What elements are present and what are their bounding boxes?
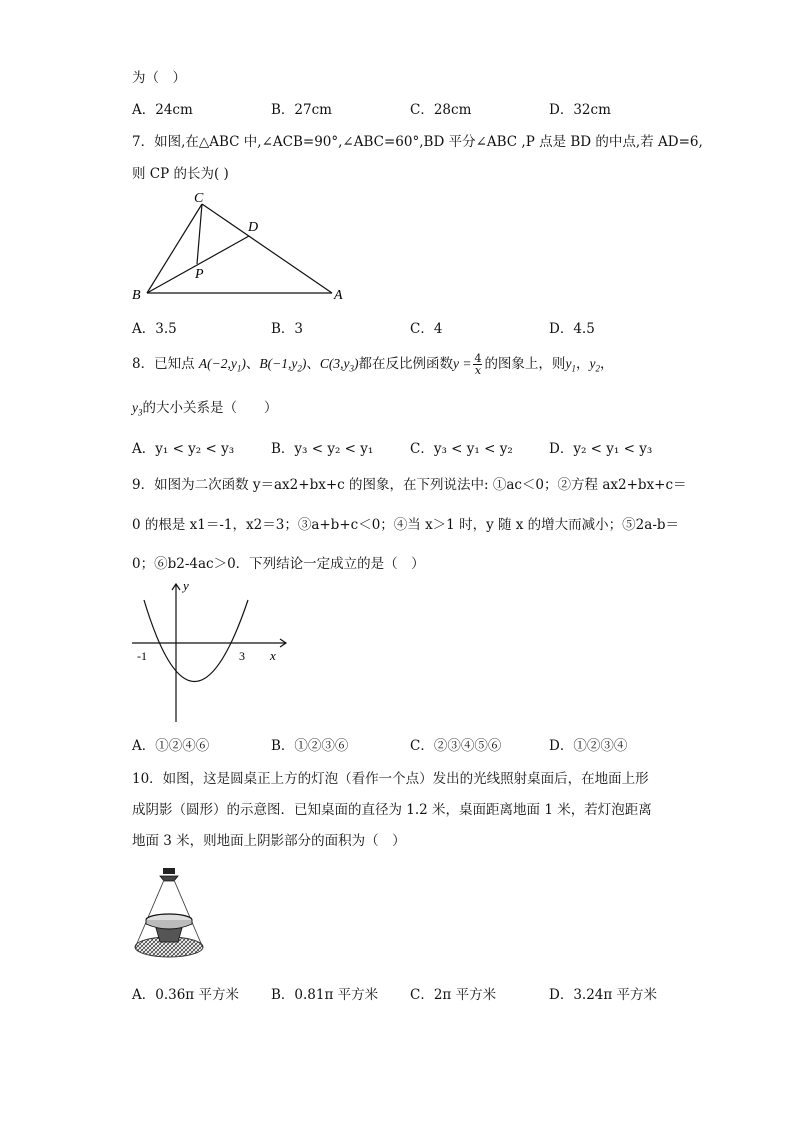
q8-fraction: $\frac{4}{x}$: [474, 352, 482, 377]
q10-stem-line1: 10．如图，这是圆桌正上方的灯泡（看作一个点）发出的光线照射桌面后，在地面上形: [132, 771, 649, 787]
q8-point-c: $C(3,y_3)$: [319, 356, 359, 374]
q9-option-d: D．①②③④: [549, 738, 628, 754]
q9-option-a: A．①②④⑥: [132, 738, 210, 754]
q7-stem-line1: 7．如图,在△ABC 中,∠ACB=90°,∠ABC=60°,BD 平分∠ABC ,P 点是 BD 的中点,若 AD=6,: [132, 134, 703, 150]
segment-bc: [147, 204, 202, 293]
q8-option-c: C．y₃ < y₁ < y₂: [410, 441, 513, 457]
label-a: A: [334, 288, 343, 303]
q10-stem-line2: 成阴影（圆形）的示意图．已知桌面的直径为 1.2 米，桌面距离地面 1 米，若灯泡距离: [132, 802, 652, 818]
segment-ca: [202, 204, 332, 293]
q7-option-a: A．3.5: [132, 321, 177, 337]
q8-option-b: B．y₃ < y₂ < y₁: [271, 441, 374, 457]
q10-option-b: B．0.81π 平方米: [271, 987, 379, 1003]
q7-option-d: D．4.5: [549, 321, 595, 337]
q6-option-c: C．28cm: [410, 102, 472, 118]
q9-stem-line2: 0 的根是 x1＝-1，x2＝3；③a+b+c＜0；④当 x＞1 时，y 随 x 的增大而减小；⑤2a-b＝: [132, 517, 680, 533]
q9-parabola-figure: [128, 578, 294, 728]
label-p: P: [195, 267, 204, 282]
q10-option-c: C．2π 平方米: [410, 987, 497, 1003]
q8-func-text: 都在反比例函数: [358, 356, 453, 372]
label-y: y: [183, 578, 189, 593]
q8-y-eq: y =: [452, 356, 472, 371]
q9-option-c: C．②③④⑤⑥: [410, 738, 502, 754]
q9-stem-line3: 0；⑥b2-4ac＞0．下列结论一定成立的是（ ）: [132, 556, 425, 572]
q6-option-d: D．32cm: [549, 102, 611, 118]
label-c: C: [194, 191, 204, 206]
label-d: D: [248, 220, 259, 235]
label-b: B: [132, 288, 141, 303]
q6-stem-tail: 为（ ）: [132, 70, 186, 86]
q8-stem-line1: 8．已知点 $A(-2,y_1)$、$B(-1,y_2)$、$C(3,y_3)$都在反比例函数y = $\frac{4}{x}$ 的图象上，则$y_1$，$y_2$，: [132, 352, 614, 377]
q7-option-c: C．4: [410, 321, 443, 337]
q10-option-a: A．0.36π 平方米: [132, 987, 239, 1003]
label-x: x: [270, 648, 276, 663]
q7-option-b: B．3: [271, 321, 304, 337]
parabola-curve: [144, 600, 248, 682]
q9-stem-line1: 9．如图为二次函数 y＝ax2+bx+c 的图象，在下列说法中: ①ac＜0；②方程 ax2+bx+c＝: [132, 477, 687, 493]
q7-triangle-figure: [128, 186, 358, 308]
q7-stem-line2: 则 CP 的长为( ): [132, 166, 229, 182]
q8-stem-line2: $y_3$的大小关系是（ ）: [132, 400, 278, 418]
segment-bd: [147, 236, 249, 293]
segment-cp: [197, 204, 202, 264]
q10-lamp-table-figure: [128, 864, 210, 964]
q8-point-b: $B(-1,y_2)$: [259, 356, 307, 374]
q8-option-d: D．y₂ < y₁ < y₃: [549, 441, 653, 457]
lamp-icon: [163, 868, 175, 874]
q9-option-b: B．①②③⑥: [271, 738, 349, 754]
q8-suffix: 的图象上，则: [484, 356, 566, 372]
q10-option-d: D．3.24π 平方米: [549, 987, 658, 1003]
table-base: [156, 928, 182, 942]
q8-prefix: 8．已知点: [132, 356, 195, 372]
q6-option-a: A．24cm: [132, 102, 193, 118]
label-three: 3: [239, 649, 245, 663]
q8-option-a: A．y₁ < y₂ < y₃: [132, 441, 235, 457]
q6-option-b: B．27cm: [271, 102, 332, 118]
q10-stem-line3: 地面 3 米，则地面上阴影部分的面积为（ ）: [132, 833, 406, 849]
q8-point-a: $A(-2,y_1)$: [198, 356, 246, 374]
label-neg1: -1: [137, 649, 147, 663]
